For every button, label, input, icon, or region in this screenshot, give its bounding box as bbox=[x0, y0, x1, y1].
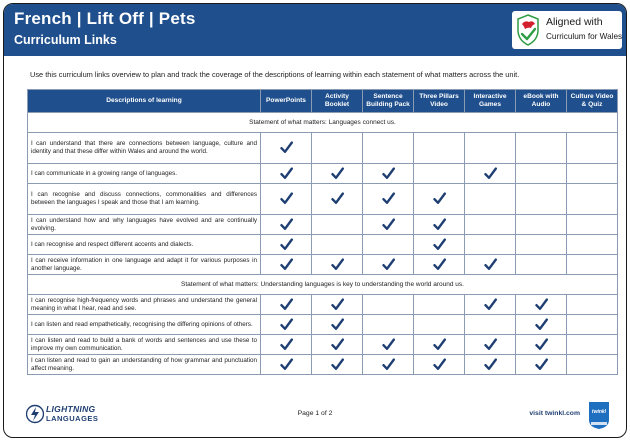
column-header: Culture Video & Quiz bbox=[567, 90, 618, 113]
checkmark-icon bbox=[382, 258, 395, 271]
curriculum-links-table bbox=[27, 89, 618, 375]
twinkl-logo-text: twinkl bbox=[591, 409, 607, 415]
empty-cell bbox=[312, 235, 363, 255]
empty-cell bbox=[414, 133, 465, 164]
checkmark-icon bbox=[280, 192, 293, 205]
tick-cell bbox=[414, 235, 465, 255]
learning-description: I can recognise and respect different accents and dialects. bbox=[28, 235, 261, 255]
empty-cell bbox=[363, 235, 414, 255]
checkmark-icon bbox=[382, 167, 395, 180]
checkmark-icon bbox=[331, 192, 344, 205]
curriculum-wales-badge bbox=[512, 11, 622, 49]
tick-cell bbox=[465, 295, 516, 315]
column-header: Activity Booklet bbox=[312, 90, 363, 113]
table-body bbox=[28, 113, 618, 375]
tick-cell bbox=[312, 335, 363, 355]
table-row bbox=[28, 164, 618, 184]
empty-cell bbox=[465, 315, 516, 335]
tick-cell bbox=[414, 184, 465, 215]
checkmark-icon bbox=[433, 358, 446, 371]
checkmark-icon bbox=[331, 298, 344, 311]
curriculum-document bbox=[3, 3, 627, 438]
empty-cell bbox=[414, 164, 465, 184]
empty-cell bbox=[516, 133, 567, 164]
checkmark-icon bbox=[280, 358, 293, 371]
table-row bbox=[28, 184, 618, 215]
tick-cell bbox=[312, 164, 363, 184]
empty-cell bbox=[567, 335, 618, 355]
checkmark-icon bbox=[433, 258, 446, 271]
tick-cell bbox=[516, 295, 567, 315]
page-title: French | Lift Off | Pets bbox=[14, 9, 196, 28]
statement-row bbox=[28, 275, 618, 295]
empty-cell bbox=[363, 133, 414, 164]
learning-description: I can receive information in one language and adapt it for various purposes in another language. bbox=[28, 255, 261, 275]
column-header: Sentence Building Pack bbox=[363, 90, 414, 113]
table-row bbox=[28, 235, 618, 255]
page-subtitle: Curriculum Links bbox=[14, 33, 117, 47]
tick-cell bbox=[465, 255, 516, 275]
tick-cell bbox=[465, 335, 516, 355]
checkmark-icon bbox=[280, 318, 293, 331]
empty-cell bbox=[312, 215, 363, 235]
checkmark-icon bbox=[280, 258, 293, 271]
column-header: PowerPoints bbox=[261, 90, 312, 113]
checkmark-icon bbox=[280, 238, 293, 251]
tick-cell bbox=[516, 315, 567, 335]
tick-cell bbox=[363, 184, 414, 215]
empty-cell bbox=[567, 184, 618, 215]
learning-description: I can communicate in a growing range of languages. bbox=[28, 164, 261, 184]
checkmark-icon bbox=[535, 338, 548, 351]
checkmark-icon bbox=[382, 218, 395, 231]
tick-cell bbox=[312, 255, 363, 275]
column-header: Three Pillars Video bbox=[414, 90, 465, 113]
tick-cell bbox=[363, 215, 414, 235]
tick-cell bbox=[312, 184, 363, 215]
checkmark-icon bbox=[331, 258, 344, 271]
checkmark-icon bbox=[535, 358, 548, 371]
empty-cell bbox=[465, 184, 516, 215]
checkmark-icon bbox=[382, 192, 395, 205]
table-header-row bbox=[28, 90, 618, 113]
empty-cell bbox=[363, 295, 414, 315]
empty-cell bbox=[465, 235, 516, 255]
learning-description: I can recognise high-frequency words and phrases and understand the general meaning in what I hear, read and see. bbox=[28, 295, 261, 315]
twinkl-badge-icon bbox=[586, 400, 612, 430]
wales-dragon-logo-icon bbox=[516, 14, 540, 46]
tick-cell bbox=[465, 355, 516, 375]
learning-description: I can listen and read to build a bank of words and sentences and use these to improve my own communication. bbox=[28, 335, 261, 355]
empty-cell bbox=[312, 133, 363, 164]
checkmark-icon bbox=[331, 167, 344, 180]
checkmark-icon bbox=[535, 298, 548, 311]
tick-cell bbox=[516, 355, 567, 375]
empty-cell bbox=[567, 295, 618, 315]
empty-cell bbox=[567, 133, 618, 164]
checkmark-icon bbox=[280, 298, 293, 311]
tick-cell bbox=[414, 335, 465, 355]
tick-cell bbox=[261, 335, 312, 355]
tick-cell bbox=[363, 335, 414, 355]
empty-cell bbox=[567, 355, 618, 375]
empty-cell bbox=[414, 295, 465, 315]
table-row bbox=[28, 295, 618, 315]
tick-cell bbox=[261, 255, 312, 275]
checkmark-icon bbox=[484, 298, 497, 311]
tick-cell bbox=[261, 235, 312, 255]
tick-cell bbox=[363, 355, 414, 375]
empty-cell bbox=[567, 315, 618, 335]
empty-cell bbox=[363, 315, 414, 335]
tick-cell bbox=[261, 215, 312, 235]
learning-description: I can recognise and discuss connections, commonalities and differences between the languages I speak and those that I am learning. bbox=[28, 184, 261, 215]
tick-cell bbox=[363, 164, 414, 184]
table-row bbox=[28, 335, 618, 355]
checkmark-icon bbox=[331, 358, 344, 371]
table-row bbox=[28, 355, 618, 375]
checkmark-icon bbox=[484, 338, 497, 351]
checkmark-icon bbox=[331, 318, 344, 331]
checkmark-icon bbox=[535, 318, 548, 331]
tick-cell bbox=[312, 295, 363, 315]
empty-cell bbox=[465, 215, 516, 235]
tick-cell bbox=[312, 315, 363, 335]
visit-link[interactable]: visit twinkl.com bbox=[529, 410, 580, 417]
empty-cell bbox=[567, 255, 618, 275]
learning-description: I can listen and read to gain an understanding of how grammar and punctuation affect meaning. bbox=[28, 355, 261, 375]
empty-cell bbox=[516, 164, 567, 184]
badge-aligned-text: Aligned with bbox=[546, 16, 603, 28]
column-header: eBook with Audio bbox=[516, 90, 567, 113]
tick-cell bbox=[261, 164, 312, 184]
tick-cell bbox=[414, 255, 465, 275]
page-number: Page 1 of 2 bbox=[297, 410, 333, 417]
empty-cell bbox=[414, 315, 465, 335]
tick-cell bbox=[363, 255, 414, 275]
tick-cell bbox=[414, 215, 465, 235]
checkmark-icon bbox=[433, 218, 446, 231]
checkmark-icon bbox=[484, 167, 497, 180]
logo-text-lightning: LIGHTNING bbox=[46, 404, 96, 414]
badge-curriculum-text: Curriculum for Wales bbox=[546, 32, 623, 41]
empty-cell bbox=[465, 133, 516, 164]
checkmark-icon bbox=[280, 141, 293, 154]
tick-cell bbox=[261, 355, 312, 375]
statement-text: Statement of what matters: Languages connect us. bbox=[28, 113, 618, 133]
empty-cell bbox=[516, 235, 567, 255]
tick-cell bbox=[261, 295, 312, 315]
column-header: Interactive Games bbox=[465, 90, 516, 113]
learning-description: I can understand that there are connections between language, culture and identity and that these differ within Wales and around the world. bbox=[28, 133, 261, 164]
table-row bbox=[28, 133, 618, 164]
tick-cell bbox=[261, 315, 312, 335]
checkmark-icon bbox=[280, 218, 293, 231]
empty-cell bbox=[516, 184, 567, 215]
empty-cell bbox=[516, 255, 567, 275]
tick-cell bbox=[261, 184, 312, 215]
tick-cell bbox=[465, 164, 516, 184]
checkmark-icon bbox=[331, 338, 344, 351]
checkmark-icon bbox=[433, 338, 446, 351]
tick-cell bbox=[516, 335, 567, 355]
statement-text: Statement of what matters: Understanding languages is key to understanding the world around us. bbox=[28, 275, 618, 295]
header-banner bbox=[4, 4, 626, 56]
table-row bbox=[28, 315, 618, 335]
checkmark-icon bbox=[433, 238, 446, 251]
tick-cell bbox=[414, 355, 465, 375]
learning-description: I can listen and read empathetically, recognising the differing opinions of others. bbox=[28, 315, 261, 335]
learning-description: I can understand how and why languages have evolved and are continually evolving. bbox=[28, 215, 261, 235]
checkmark-icon bbox=[433, 192, 446, 205]
empty-cell bbox=[567, 164, 618, 184]
logo-text-languages: LANGUAGES bbox=[46, 414, 99, 423]
empty-cell bbox=[567, 215, 618, 235]
table-row bbox=[28, 255, 618, 275]
statement-row bbox=[28, 113, 618, 133]
table-row bbox=[28, 215, 618, 235]
checkmark-icon bbox=[280, 338, 293, 351]
empty-cell bbox=[567, 235, 618, 255]
empty-cell bbox=[516, 215, 567, 235]
column-header: Descriptions of learning bbox=[28, 90, 261, 113]
checkmark-icon bbox=[484, 258, 497, 271]
twinkl-logo bbox=[586, 400, 612, 430]
intro-text: Use this curriculum links overview to plan and track the coverage of the descriptions of learning within each statement of what matters across the unit. bbox=[30, 70, 520, 79]
checkmark-icon bbox=[382, 338, 395, 351]
checkmark-icon bbox=[280, 167, 293, 180]
tick-cell bbox=[261, 133, 312, 164]
checkmark-icon bbox=[484, 358, 497, 371]
checkmark-icon bbox=[382, 358, 395, 371]
tick-cell bbox=[312, 355, 363, 375]
